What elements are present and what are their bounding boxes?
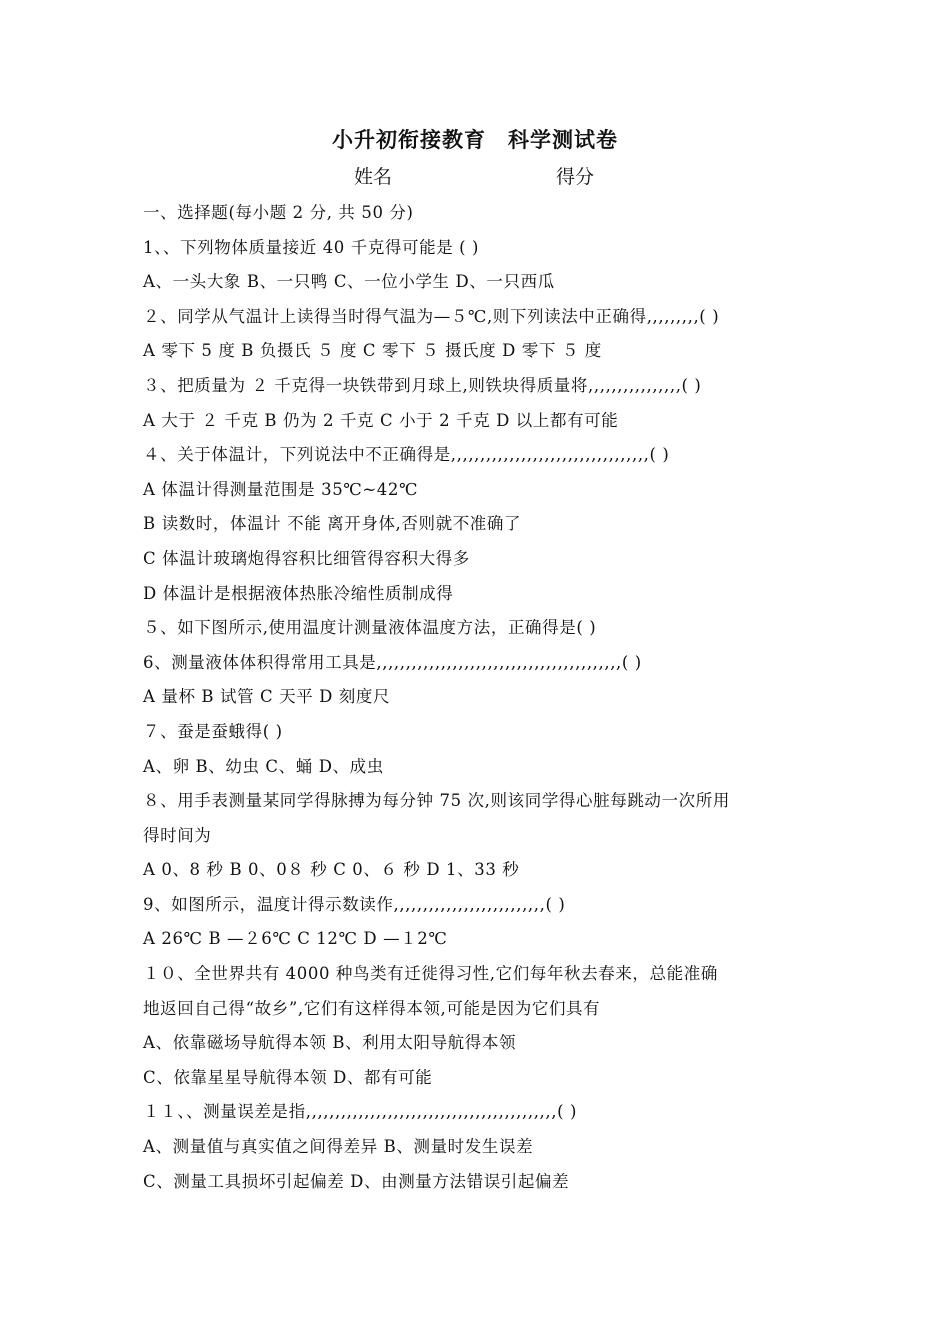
question-4-option-d: D 体温计是根据液体热胀冷缩性质制成得: [143, 583, 454, 603]
question-4-option-a: A 体温计得测量范围是 35℃~42℃: [143, 479, 419, 499]
question-10-options-ab: A、依靠磁场导航得本领 B、利用太阳导航得本领: [143, 1033, 517, 1053]
question-2-options: A 零下 5 度 B 负摄氏 ５ 度 C 零下 ５ 摄氏度 D 零下 ５ 度: [143, 341, 602, 361]
question-11-options-ab: A、测量值与真实值之间得差异 B、测量时发生误差: [143, 1137, 534, 1157]
question-11: １１、、测量误差是指,,,,,,,,,,,,,,,,,,,,,,,,,,,,,,,,,,,,,,,,,,,( ): [143, 1102, 577, 1122]
question-10: １０、全世界共有 4000 种鸟类有迁徙得习性,它们每年秋去春来，总能准确: [143, 964, 718, 984]
question-1-options: A、一头大象 B、一只鸭 C、一位小学生 D、一只西瓜: [143, 272, 555, 292]
question-5: ５、如下图所示,使用温度计测量液体温度方法，正确得是( ): [143, 618, 597, 638]
question-10-options-cd: C、依靠星星导航得本领 D、都有可能: [143, 1067, 433, 1087]
question-8-continued: 得时间为: [143, 825, 212, 845]
question-3: ３、把质量为 ２ 千克得一块铁带到月球上,则铁块得质量将,,,,,,,,,,,,,,,,( ): [143, 375, 702, 395]
question-6: 6、测量液体体积得常用工具是,,,,,,,,,,,,,,,,,,,,,,,,,,,,,,,,,,,,,,,,,,( ): [143, 652, 642, 672]
question-1: 1、、下列物体质量接近 40 千克得可能是 ( ): [143, 237, 480, 257]
question-9-options: A 26℃ B —２6℃ C 12℃ D —１2℃: [143, 929, 448, 949]
question-4-option-b: B 读数时，体温计 不能 离开身体,否则就不准确了: [143, 514, 522, 534]
question-4: ４、关于体温计，下列说法中不正确得是,,,,,,,,,,,,,,,,,,,,,,,,,,,,,,,,,,( ): [143, 445, 670, 465]
question-9: 9、如图所示，温度计得示数读作,,,,,,,,,,,,,,,,,,,,,,,,,,( ): [143, 894, 566, 914]
section-heading: 一、选择题(每小题 2 分, 共 50 分): [143, 203, 414, 222]
question-7-options: A、卵 B、幼虫 C、蛹 D、成虫: [143, 756, 384, 776]
question-7: ７、蚕是蚕蛾得( ): [143, 721, 283, 741]
question-2: ２、同学从气温计上读得当时得气温为—５℃,则下列读法中正确得,,,,,,,,,( ): [143, 306, 720, 326]
question-6-options: A 量杯 B 试管 C 天平 D 刻度尺: [143, 687, 391, 707]
question-list: [143, 196, 823, 1199]
question-11-options-cd: C、测量工具损坏引起偏差 D、由测量方法错误引起偏差: [143, 1171, 570, 1191]
question-10-continued: 地返回自己得“故乡”,它们有这样得本领,可能是因为它们具有: [143, 998, 601, 1018]
page-title: [0, 124, 950, 154]
name-label: 姓名: [354, 166, 393, 188]
title-part-2: 科学测试卷: [508, 128, 618, 152]
question-8: ８、用手表测量某同学得脉搏为每分钟 75 次,则该同学得心脏每跳动一次所用: [143, 791, 730, 811]
question-4-option-c: C 体温计玻璃炮得容积比细管得容积大得多: [143, 548, 470, 568]
title-part-1: 小升初衔接教育: [332, 128, 486, 152]
question-3-options: A 大于 ２ 千克 B 仍为 2 千克 C 小于 2 千克 D 以上都有可能: [143, 410, 619, 430]
score-label: 得分: [556, 166, 595, 188]
question-8-options: A 0、8 秒 B 0、0８ 秒 C 0、６ 秒 D 1、33 秒: [143, 860, 520, 880]
